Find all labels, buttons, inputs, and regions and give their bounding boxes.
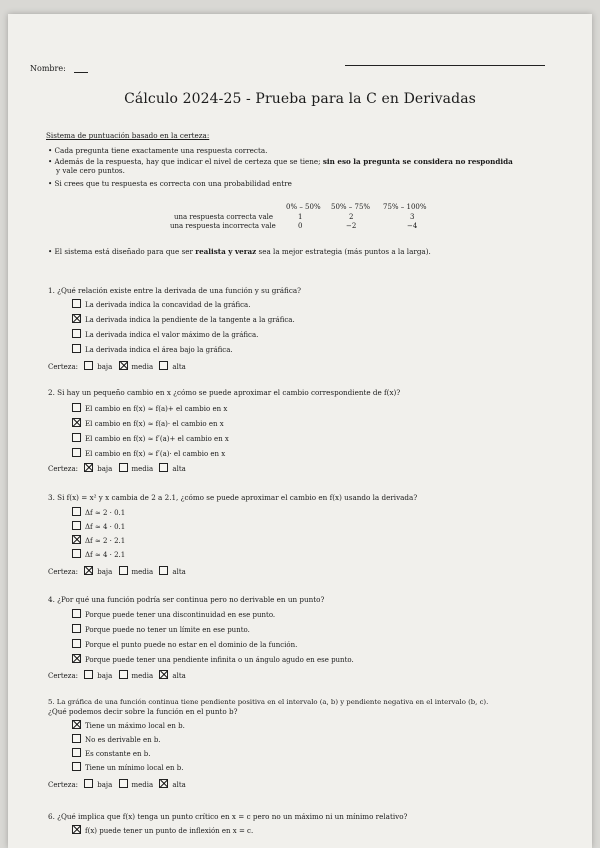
checkbox[interactable] [72,507,81,516]
certainty-low-box[interactable] [84,779,93,788]
certainty-low: baja [97,363,113,371]
table-header-1: 0% – 50% [286,203,321,211]
certainty-mid: media [131,363,154,371]
certainty-high-box[interactable] [159,566,168,575]
q2-option-d[interactable] [72,448,225,459]
certainty-mid-box[interactable] [119,670,128,679]
q3-option-a[interactable] [72,507,125,518]
table-cell: 2 [349,213,354,221]
q5-option-d[interactable] [72,762,183,773]
certainty-high: alta [172,568,186,576]
checkbox[interactable] [72,624,81,633]
certainty-label: Certeza: [48,465,79,473]
certainty-low-box[interactable] [84,463,93,472]
bullet-4-text-c: sea la mejor estrategia (más puntos a la larga). [258,247,431,256]
certainty-high: alta [172,781,186,789]
certainty-low-box[interactable] [84,670,93,679]
certainty-low-box[interactable] [84,566,93,575]
certainty-label: Certeza: [48,568,79,576]
q1-option-c[interactable] [72,329,258,340]
q1-certainty [48,361,186,372]
table-header-2: 50% – 75% [331,203,371,211]
option-label: El cambio en f(x) ≈ f′(a)+ el cambio en x [85,435,229,443]
bullet-1: • Cada pregunta tiene exactamente una respuesta correcta. [48,146,268,155]
option-label: Tiene un mínimo local en b. [85,764,184,772]
option-label: Δf ≈ 2 · 2.1 [85,537,126,545]
bullet-4: • El sistema está diseñado para que ser realista y veraz sea la mejor estrategia (más puntos a la larga). [48,247,431,256]
checkbox[interactable] [72,639,81,648]
table-cell: 0 [298,222,303,230]
option-label: Porque puede no tener un límite en ese punto. [85,626,250,634]
certainty-mid: media [131,568,154,576]
option-label: La derivada indica el área bajo la gráfica. [85,346,233,354]
checkbox-checked[interactable] [72,825,81,834]
option-label: La derivada indica el valor máximo de la gráfica. [85,331,259,339]
checkbox[interactable] [72,762,81,771]
checkbox[interactable] [72,734,81,743]
certainty-mid-box[interactable] [119,779,128,788]
option-label: La derivada indica la pendiente de la tangente a la gráfica. [85,316,295,324]
certainty-high-box[interactable] [159,670,168,679]
q5-option-a[interactable] [72,720,185,731]
table-row-1-label: una respuesta correcta vale [174,213,274,221]
option-label: f(x) puede tener un punto de inflexión en x = c. [85,827,254,835]
q4-certainty [48,670,186,681]
question-5-prompt-2: ¿Qué podemos decir sobre la función en el punto b? [48,707,238,716]
option-label: Δf ≈ 2 · 0.1 [85,509,126,517]
q1-option-d[interactable] [72,344,233,355]
certainty-mid: media [131,781,154,789]
table-cell: −4 [407,222,418,230]
q1-option-b[interactable] [72,314,295,325]
certainty-low: baja [97,781,113,789]
question-2-prompt: 2. Si hay un pequeño cambio en x ¿cómo se puede aproximar el cambio correspondiente de f(x)? [48,388,401,397]
question-4-prompt: 4. ¿Por qué una función podría ser continua pero no derivable en un punto? [48,595,325,604]
certainty-mid-box[interactable] [119,361,128,370]
checkbox-checked[interactable] [72,720,81,729]
certainty-label: Certeza: [48,672,79,680]
q3-certainty [48,566,186,577]
q4-option-c[interactable] [72,639,297,650]
bullet-3-text: Si crees que tu respuesta es correcta con una probabilidad entre [54,179,292,188]
certainty-high: alta [172,672,186,680]
certainty-label: Certeza: [48,363,79,371]
bullet-2-text-b: sin eso la pregunta se considera no respondida [322,157,513,166]
bullet-1-text: Cada pregunta tiene exactamente una respuesta correcta. [54,146,268,155]
checkbox[interactable] [72,448,81,457]
q2-option-b[interactable] [72,418,224,429]
option-label: El cambio en f(x) ≈ f(a)+ el cambio en x [85,405,228,413]
q6-option-a[interactable] [72,825,253,836]
q2-option-a[interactable] [72,403,227,414]
q2-certainty [48,463,186,474]
bullet-2-text-a: Además de la respuesta, hay que indicar el nivel de certeza que se tiene; [54,157,321,166]
option-label: No es derivable en b. [85,736,161,744]
name-line-short [74,72,88,73]
question-1-prompt: 1. ¿Qué relación existe entre la derivada de una función y su gráfica? [48,286,302,295]
certainty-high-box[interactable] [159,779,168,788]
bullet-3: • Si crees que tu respuesta es correcta con una probabilidad entre [48,179,292,188]
option-label: Δf ≈ 4 · 0.1 [85,523,126,531]
q4-option-b[interactable] [72,624,250,635]
q3-option-d[interactable] [72,549,125,560]
name-line [345,65,545,66]
certainty-low: baja [97,672,113,680]
option-label: Tiene un máximo local en b. [85,722,185,730]
certainty-high: alta [172,363,186,371]
bullet-2-cont: y vale cero puntos. [56,166,125,175]
q1-option-a[interactable] [72,299,250,310]
certainty-mid: media [131,672,154,680]
bullet-4-text-a: El sistema está diseñado para que ser [54,247,193,256]
certainty-high-box[interactable] [159,463,168,472]
option-label: Porque puede tener una pendiente infinita o un ángulo agudo en ese punto. [85,656,354,664]
table-header-3: 75% – 100% [383,203,427,211]
q5-option-b[interactable] [72,734,161,745]
checkbox[interactable] [72,748,81,757]
checkbox[interactable] [72,521,81,530]
table-row-2-label: una respuesta incorrecta vale [170,222,276,230]
q3-option-b[interactable] [72,521,125,532]
checkbox-checked[interactable] [72,418,81,427]
certainty-mid-box[interactable] [119,566,128,575]
question-6-prompt: 6. ¿Qué implica que f(x) tenga un punto crítico en x = c pero no un máximo ni un mínimo relativo? [48,812,408,821]
certainty-low: baja [97,465,113,473]
question-3-prompt: 3. Si f(x) = x² y x cambia de 2 a 2.1, ¿cómo se puede aproximar el cambio en f(x) usando la derivada? [48,493,418,502]
checkbox[interactable] [72,609,81,618]
exam-page [8,14,592,848]
checkbox[interactable] [72,329,81,338]
name-label: Nombre: [30,64,66,73]
option-label: La derivada indica la concavidad de la gráfica. [85,301,251,309]
table-cell: 1 [298,213,303,221]
page-title: Cálculo 2024-25 - Prueba para la C en Derivadas [124,91,476,107]
option-label: Porque el punto puede no estar en el dominio de la función. [85,641,298,649]
checkbox[interactable] [72,433,81,442]
option-label: Porque puede tener una discontinuidad en ese punto. [85,611,276,619]
certainty-mid-box[interactable] [119,463,128,472]
q5-certainty [48,779,186,790]
q5-option-c[interactable] [72,748,150,759]
checkbox[interactable] [72,344,81,353]
certainty-mid: media [131,465,154,473]
bullet-2: • Además de la respuesta, hay que indicar el nivel de certeza que se tiene; sin eso la pregunta se considera no respondida [48,157,513,166]
certainty-low-box[interactable] [84,361,93,370]
option-label: El cambio en f(x) ≈ f′(a)· el cambio en x [85,450,226,458]
certainty-low: baja [97,568,113,576]
certainty-high: alta [172,465,186,473]
table-cell: −2 [346,222,357,230]
bullet-4-text-b: realista y veraz [195,247,257,256]
option-label: Δf ≈ 4 · 2.1 [85,551,126,559]
checkbox-checked[interactable] [72,654,81,663]
question-5-prompt: 5. La gráfica de una función continua tiene pendiente positiva en el intervalo (a, b) y pendiente negativa en el intervalo (b, c). [48,698,489,706]
scoring-heading: Sistema de puntuación basado en la certeza: [46,131,210,140]
q3-option-c[interactable] [72,535,125,546]
checkbox[interactable] [72,299,81,308]
option-label: El cambio en f(x) ≈ f(a)· el cambio en x [85,420,224,428]
checkbox[interactable] [72,403,81,412]
checkbox-checked[interactable] [72,314,81,323]
q4-option-a[interactable] [72,609,275,620]
certainty-label: Certeza: [48,781,79,789]
checkbox-checked[interactable] [72,535,81,544]
certainty-high-box[interactable] [159,361,168,370]
table-cell: 3 [410,213,415,221]
q4-option-d[interactable] [72,654,354,665]
q2-option-c[interactable] [72,433,229,444]
checkbox[interactable] [72,549,81,558]
option-label: Es constante en b. [85,750,151,758]
